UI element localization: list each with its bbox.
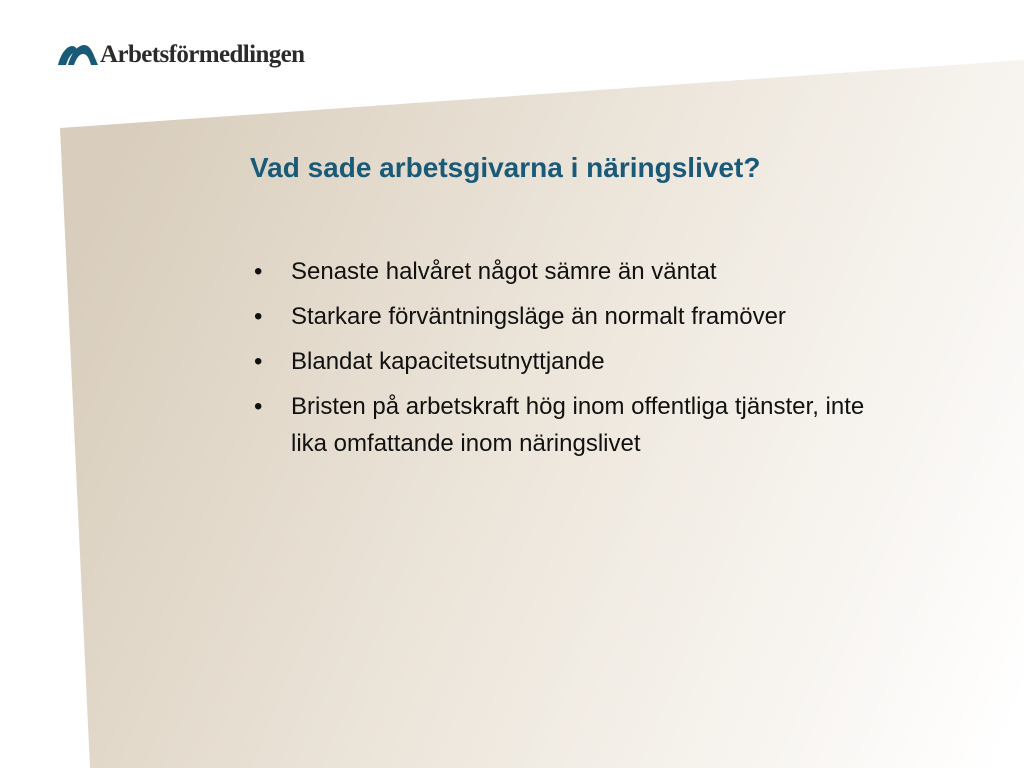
bullet-text: Starkare förväntningsläge än normalt framöver (291, 303, 786, 330)
arbetsformedlingen-logo-mark-icon (58, 41, 98, 67)
bullet-dot: • (254, 348, 263, 375)
bullet-item (252, 343, 892, 380)
logo (58, 38, 304, 70)
bullet-dot: • (254, 393, 263, 420)
bullet-dot: • (254, 258, 263, 285)
bullet-text: Bristen på arbetskraft hög inom offentliga tjänster, inte lika omfattande inom näringslivet (291, 393, 865, 457)
slide-title: Vad sade arbetsgivarna i näringslivet? (250, 152, 761, 183)
bullet-text: Senaste halvåret något sämre än väntat (291, 258, 717, 285)
logo-text: Arbetsförmedlingen (100, 40, 305, 68)
bullet-item (252, 388, 892, 462)
bullet-list (252, 253, 892, 470)
bullet-item (252, 253, 892, 290)
bullet-text: Blandat kapacitetsutnyttjande (291, 348, 605, 375)
bullet-item (252, 298, 892, 335)
bullet-dot: • (254, 303, 263, 330)
